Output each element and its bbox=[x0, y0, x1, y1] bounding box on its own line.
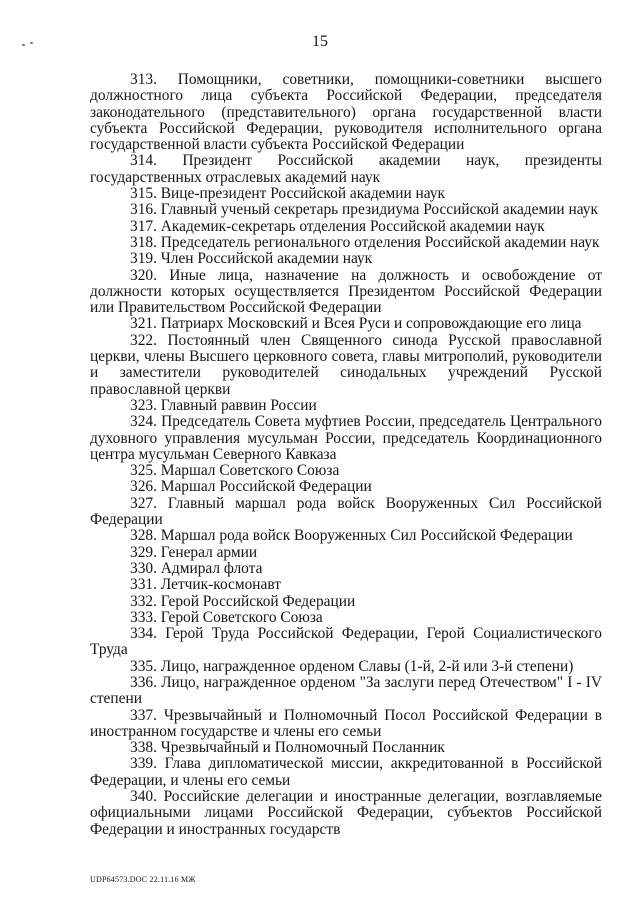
list-item: 339. Глава дипломатической миссии, аккредитованной в Российской Федерации, и члены его семьи bbox=[90, 755, 602, 789]
list-item: 328. Маршал рода войск Вооруженных Сил Российской Федерации bbox=[130, 527, 573, 545]
list-item: 322. Постоянный член Священного синода Русской православной церкви, члены Высшего церковного совета, главы митрополий, руководители и заместители руководителей синодальных учреждений Русской православной церкви bbox=[90, 331, 602, 398]
list-item: 327. Главный маршал рода войск Вооруженных Сил Российской Федерации bbox=[90, 494, 602, 529]
list-item: 323. Главный раввин России bbox=[130, 396, 317, 414]
list-item: 337. Чрезвычайный и Полномочный Посол Российской Федерации в иностранном государстве и члены его семьи bbox=[90, 706, 602, 740]
list-item: 330. Адмирал флота bbox=[130, 559, 263, 577]
list-item: 325. Маршал Советского Союза bbox=[130, 462, 340, 480]
list-item: 319. Член Российской академии наук bbox=[130, 250, 373, 268]
list-item: 315. Вице-президент Российской академии наук bbox=[130, 185, 445, 203]
list-item: 317. Академик-секретарь отделения Российской академии наук bbox=[130, 217, 545, 235]
list-item: 336. Лицо, награжденное орденом "За заслуги перед Отечеством" I - IV степени bbox=[90, 673, 602, 708]
list-item: 340. Российские делегации и иностранные делегации, возглавляемые официальными лицами Российской Федерации, субъектов Российской Федерации и иностранных государств bbox=[90, 788, 602, 838]
list-item: 314. Президент Российской академии наук, президенты государственных отраслевых академий наук bbox=[90, 152, 602, 186]
list-item: 316. Главный ученый секретарь президиума Российской академии наук bbox=[130, 201, 598, 219]
document-body bbox=[90, 72, 602, 838]
list-item: 313. Помощники, советники, помощники-советники высшего должностного лица субъекта Российской Федерации, председателя законодательного (представительного) органа государственной власти субъекта Российской Федерации, руководителя исполнительного органа государственной власти субъекта Российской Федерации bbox=[90, 71, 602, 154]
list-item: 332. Герой Российской Федерации bbox=[130, 592, 356, 610]
list-item: 324. Председатель Совета муфтиев России, председатель Центрального духовного управления мусульман России, председатель Координационного центра мусульман Северного Кавказа bbox=[90, 413, 602, 463]
page-number: 15 bbox=[312, 33, 328, 50]
list-item: 333. Герой Советского Союза bbox=[130, 608, 323, 626]
list-item: 334. Герой Труда Российской Федерации, Герой Социалистического Труда bbox=[90, 625, 602, 659]
list-item: 318. Председатель регионального отделения Российской академии наук bbox=[130, 233, 600, 251]
document-footer: UDP64573.DOC 22.11.16 МЖ bbox=[90, 875, 196, 884]
list-item: 329. Генерал армии bbox=[130, 543, 258, 561]
list-item: 335. Лицо, награжденное орденом Славы (1-й, 2-й или 3-й степени) bbox=[130, 657, 574, 675]
list-item: 326. Маршал Российской Федерации bbox=[130, 478, 372, 496]
list-item: 320. Иные лица, назначение на должность и освобождение от должности которых осуществляется Президентом Российской Федерации или Правительством Российской Федерации bbox=[90, 266, 602, 317]
list-item: 331. Летчик-космонавт bbox=[130, 576, 281, 594]
list-item: 338. Чрезвычайный и Полномочный Посланник bbox=[130, 739, 445, 757]
list-item: 321. Патриарх Московский и Всея Руси и сопровождающие его лица bbox=[130, 315, 582, 333]
